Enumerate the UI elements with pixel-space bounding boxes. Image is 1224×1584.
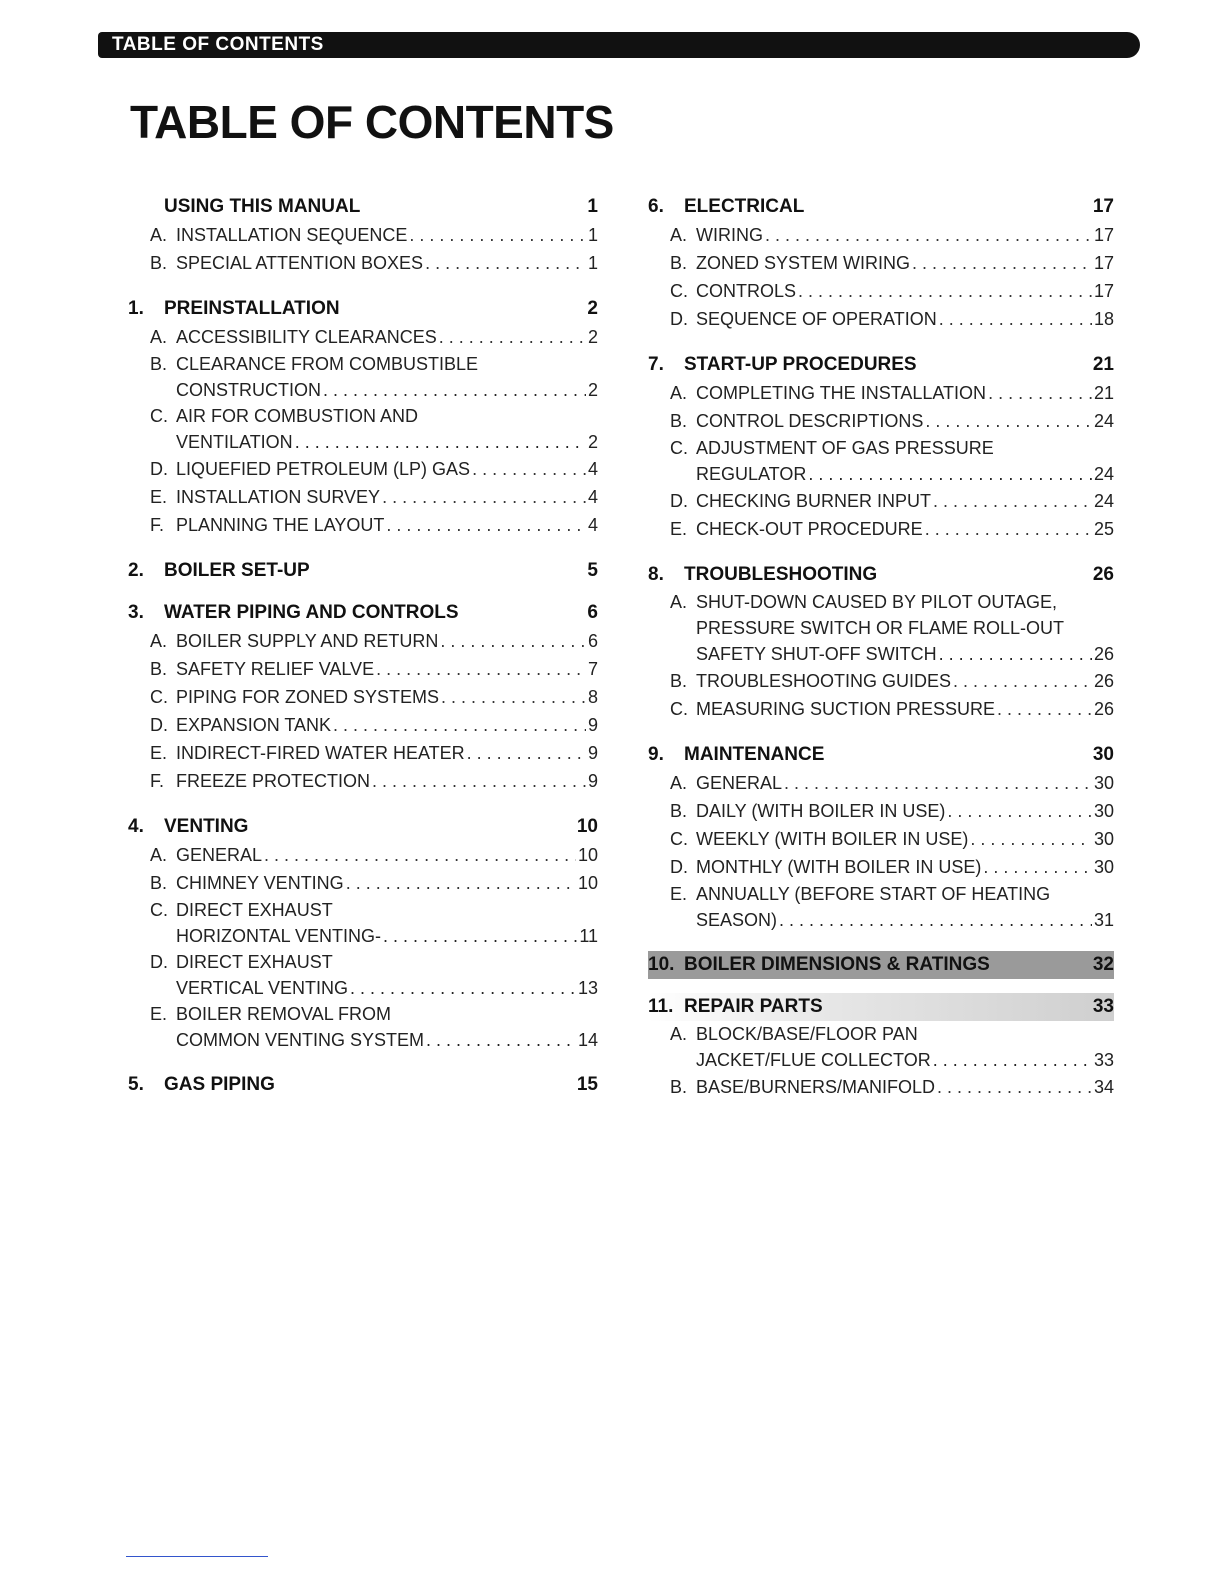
leader-dots xyxy=(933,1047,1092,1073)
toc-entry xyxy=(648,249,1114,277)
entry-letter: C. xyxy=(150,406,168,426)
toc-entry xyxy=(648,379,1114,407)
leader-dots xyxy=(933,487,1092,515)
entry-page: 4 xyxy=(587,515,598,535)
leader-dots xyxy=(441,683,586,711)
entry-title: GENERAL xyxy=(696,773,783,793)
leader-dots xyxy=(997,695,1092,723)
entry-page: 24 xyxy=(1093,491,1114,511)
entry-page: 10 xyxy=(577,873,598,893)
entry-line xyxy=(150,403,598,429)
toc-section xyxy=(648,741,1114,933)
section-page: 10 xyxy=(576,816,598,837)
leader-dots xyxy=(333,711,586,739)
entry-page: 17 xyxy=(1093,281,1114,301)
toc-entry xyxy=(128,683,598,711)
leader-dots xyxy=(939,641,1092,667)
leader-dots xyxy=(346,869,576,897)
entry-title: PIPING FOR ZONED SYSTEMS xyxy=(176,687,440,707)
entry-page: 26 xyxy=(1093,671,1114,691)
entry-letter: C. xyxy=(150,900,168,920)
toc-entry xyxy=(648,435,1114,487)
entry-line xyxy=(670,615,1114,641)
entry-title: CONTROLS xyxy=(696,281,797,301)
entry-page: 30 xyxy=(1093,857,1114,877)
entry-title: VERTICAL VENTING xyxy=(176,978,349,998)
entry-letter: A. xyxy=(670,383,688,403)
leader-dots xyxy=(765,221,1092,249)
entry-page: 31 xyxy=(1093,910,1114,930)
toc-entry xyxy=(128,627,598,655)
section-number: 9. xyxy=(648,744,664,765)
toc-section-heading xyxy=(648,561,1114,589)
toc-entry xyxy=(128,249,598,277)
entry-title: LIQUEFIED PETROLEUM (LP) GAS xyxy=(176,459,471,479)
section-gap xyxy=(128,539,598,557)
entry-line xyxy=(150,923,598,949)
section-gap xyxy=(648,333,1114,351)
entry-title: SPECIAL ATTENTION BOXES xyxy=(176,253,424,273)
entry-line xyxy=(150,377,598,403)
section-title: BOILER SET-UP xyxy=(164,560,310,581)
toc-entry xyxy=(648,797,1114,825)
leader-dots xyxy=(426,1027,576,1053)
leader-dots xyxy=(382,483,586,511)
toc-section-heading xyxy=(128,813,598,841)
entry-title: MEASURING SUCTION PRESSURE xyxy=(696,699,996,719)
entry-page: 7 xyxy=(587,659,598,679)
entry-page: 30 xyxy=(1093,773,1114,793)
toc-entry xyxy=(128,767,598,795)
leader-dots xyxy=(425,249,586,277)
toc-entry xyxy=(128,739,598,767)
section-gap xyxy=(648,723,1114,741)
entry-page: 8 xyxy=(587,687,598,707)
entry-letter: B. xyxy=(670,253,688,273)
section-number: 8. xyxy=(648,564,664,585)
leader-dots xyxy=(295,429,586,455)
section-title: MAINTENANCE xyxy=(684,744,825,765)
entry-letter: C. xyxy=(670,699,688,719)
entry-page: 1 xyxy=(587,253,598,273)
leader-dots xyxy=(264,841,576,869)
toc-entry xyxy=(648,769,1114,797)
toc-entry xyxy=(128,455,598,483)
entry-page: 17 xyxy=(1093,225,1114,245)
entry-page: 26 xyxy=(1093,644,1114,664)
leader-dots xyxy=(779,907,1092,933)
entry-line xyxy=(670,461,1114,487)
leader-dots xyxy=(467,739,586,767)
entry-letter: F. xyxy=(150,771,165,791)
entry-letter: A. xyxy=(670,592,688,612)
entry-letter: B. xyxy=(150,659,168,679)
section-number: 7. xyxy=(648,354,664,375)
entry-letter: A. xyxy=(670,1024,688,1044)
entry-page: 9 xyxy=(587,715,598,735)
leader-dots xyxy=(376,655,586,683)
section-number: 6. xyxy=(648,196,664,217)
entry-letter: B. xyxy=(150,354,168,374)
toc-entry xyxy=(648,487,1114,515)
toc-entry xyxy=(648,305,1114,333)
entry-title: AIR FOR COMBUSTION AND xyxy=(176,406,419,426)
entry-title: DIRECT EXHAUST xyxy=(176,900,333,920)
toc-section-heading xyxy=(128,193,598,221)
toc-entry xyxy=(648,695,1114,723)
entry-title: SEASON) xyxy=(696,910,778,930)
leader-dots xyxy=(798,277,1092,305)
leader-dots xyxy=(350,975,576,1001)
entry-title: BLOCK/BASE/FLOOR PAN xyxy=(696,1024,918,1044)
leader-dots xyxy=(925,407,1092,435)
toc-section-heading xyxy=(648,193,1114,221)
section-number: 2. xyxy=(128,560,144,581)
entry-line xyxy=(670,589,1114,615)
entry-letter: C. xyxy=(150,687,168,707)
toc-section-heading xyxy=(648,951,1114,979)
entry-title: PRESSURE SWITCH OR FLAME ROLL-OUT xyxy=(696,618,1065,638)
section-page: 5 xyxy=(587,560,598,581)
entry-letter: D. xyxy=(150,952,168,972)
entry-title: GENERAL xyxy=(176,845,263,865)
entry-letter: D. xyxy=(670,857,688,877)
entry-page: 17 xyxy=(1093,253,1114,273)
entry-title: CLEARANCE FROM COMBUSTIBLE xyxy=(176,354,479,374)
section-title: TROUBLESHOOTING xyxy=(684,564,878,585)
toc-entry xyxy=(648,589,1114,667)
toc-entry xyxy=(648,515,1114,543)
entry-title: BOILER REMOVAL FROM xyxy=(176,1004,392,1024)
entry-letter: D. xyxy=(670,309,688,329)
entry-title: COMPLETING THE INSTALLATION xyxy=(696,383,987,403)
section-page: 32 xyxy=(1092,954,1114,975)
leader-dots xyxy=(947,797,1092,825)
section-gap xyxy=(128,1053,598,1071)
entry-line xyxy=(150,897,598,923)
toc-entry xyxy=(648,221,1114,249)
leader-dots xyxy=(440,627,586,655)
toc-section-heading xyxy=(128,1071,598,1099)
leader-dots xyxy=(970,825,1092,853)
leader-dots xyxy=(386,511,586,539)
entry-page: 6 xyxy=(587,631,598,651)
entry-line xyxy=(150,949,598,975)
section-page: 30 xyxy=(1092,744,1114,765)
toc-entry xyxy=(648,853,1114,881)
entry-page: 30 xyxy=(1093,829,1114,849)
leader-dots xyxy=(323,377,586,403)
section-title: GAS PIPING xyxy=(164,1074,275,1095)
entry-page: 2 xyxy=(587,380,598,400)
entry-title: INDIRECT-FIRED WATER HEATER xyxy=(176,743,465,763)
entry-title: CHIMNEY VENTING xyxy=(176,873,344,893)
entry-page: 26 xyxy=(1093,699,1114,719)
entry-page: 9 xyxy=(587,771,598,791)
entry-page: 18 xyxy=(1093,309,1114,329)
section-title: USING THIS MANUAL xyxy=(164,196,361,217)
header-banner-text: TABLE OF CONTENTS xyxy=(112,34,324,55)
entry-page: 11 xyxy=(579,926,598,946)
toc-section-heading xyxy=(648,351,1114,379)
leader-dots xyxy=(808,461,1092,487)
entry-title: SAFETY RELIEF VALVE xyxy=(176,659,375,679)
toc-entry xyxy=(128,897,598,949)
entry-title: FREEZE PROTECTION xyxy=(176,771,371,791)
toc-entry xyxy=(128,655,598,683)
toc-entry xyxy=(128,511,598,539)
entry-page: 24 xyxy=(1093,464,1114,484)
toc-section-heading xyxy=(648,993,1114,1021)
entry-title: HORIZONTAL VENTING- xyxy=(176,926,382,946)
toc-entry xyxy=(128,403,598,455)
leader-dots xyxy=(472,455,586,483)
entry-line xyxy=(670,1021,1114,1047)
entry-letter: D. xyxy=(150,715,168,735)
section-page: 21 xyxy=(1092,354,1114,375)
leader-dots xyxy=(784,769,1092,797)
header-banner xyxy=(98,32,1140,58)
toc-section xyxy=(648,993,1114,1101)
entry-page: 1 xyxy=(587,225,598,245)
entry-letter: E. xyxy=(150,743,168,763)
entry-title: VENTILATION xyxy=(176,432,293,452)
section-number: 10. xyxy=(648,954,675,975)
entry-page: 24 xyxy=(1093,411,1114,431)
entry-title: DIRECT EXHAUST xyxy=(176,952,333,972)
section-number: 4. xyxy=(128,816,144,837)
section-page: 1 xyxy=(587,196,598,217)
toc-section-heading xyxy=(128,295,598,323)
entry-title: TROUBLESHOOTING GUIDES xyxy=(696,671,952,691)
entry-letter: B. xyxy=(150,253,168,273)
leader-dots xyxy=(983,853,1092,881)
entry-title: BOILER SUPPLY AND RETURN xyxy=(176,631,439,651)
entry-letter: F. xyxy=(150,515,165,535)
toc-entry xyxy=(128,483,598,511)
section-page: 6 xyxy=(587,602,598,623)
entry-line xyxy=(670,1047,1114,1073)
toc-entry xyxy=(648,277,1114,305)
entry-letter: E. xyxy=(670,884,688,904)
toc-section xyxy=(648,561,1114,723)
entry-title: SHUT-DOWN CAUSED BY PILOT OUTAGE, xyxy=(696,592,1058,612)
toc-section-heading xyxy=(648,741,1114,769)
entry-letter: A. xyxy=(150,845,168,865)
entry-title: CONSTRUCTION xyxy=(176,380,321,400)
entry-title: DAILY (WITH BOILER IN USE) xyxy=(696,801,946,821)
entry-title: COMMON VENTING SYSTEM xyxy=(176,1030,425,1050)
toc-entry xyxy=(648,667,1114,695)
entry-letter: B. xyxy=(670,1077,688,1097)
leader-dots xyxy=(372,767,586,795)
entry-letter: D. xyxy=(670,491,688,511)
entry-page: 25 xyxy=(1093,519,1114,539)
entry-page: 13 xyxy=(577,978,598,998)
entry-title: WEEKLY (WITH BOILER IN USE) xyxy=(696,829,969,849)
entry-letter: A. xyxy=(150,225,168,245)
entry-title: SEQUENCE OF OPERATION xyxy=(696,309,937,329)
entry-title: INSTALLATION SURVEY xyxy=(176,487,381,507)
toc-entry xyxy=(648,881,1114,933)
entry-line xyxy=(150,351,598,377)
entry-letter: C. xyxy=(670,438,688,458)
entry-title: ANNUALLY (BEFORE START OF HEATING xyxy=(696,884,1051,904)
entry-letter: C. xyxy=(670,281,688,301)
entry-line xyxy=(150,1027,598,1053)
section-number: 3. xyxy=(128,602,144,623)
entry-letter: D. xyxy=(150,459,168,479)
toc-entry xyxy=(128,1001,598,1053)
toc-right-column xyxy=(648,193,1114,1101)
entry-page: 2 xyxy=(587,327,598,347)
toc-entry xyxy=(128,869,598,897)
section-title: START-UP PROCEDURES xyxy=(684,354,917,375)
leader-dots xyxy=(409,221,586,249)
entry-title: ZONED SYSTEM WIRING xyxy=(696,253,911,273)
entry-page: 9 xyxy=(587,743,598,763)
section-gap xyxy=(648,979,1114,993)
toc-entry xyxy=(648,1021,1114,1073)
entry-letter: A. xyxy=(150,631,168,651)
section-page: 17 xyxy=(1092,196,1114,217)
entry-title: REGULATOR xyxy=(696,464,807,484)
toc-section xyxy=(128,557,598,585)
toc-section xyxy=(128,193,598,277)
leader-dots xyxy=(912,249,1092,277)
entry-page: 4 xyxy=(587,487,598,507)
entry-title: ACCESSIBILITY CLEARANCES xyxy=(176,327,437,347)
section-page: 15 xyxy=(576,1074,598,1095)
entry-page: 2 xyxy=(587,432,598,452)
leader-dots xyxy=(953,667,1092,695)
toc-section xyxy=(648,951,1114,979)
entry-title: WIRING xyxy=(696,225,763,245)
entry-letter: A. xyxy=(150,327,168,347)
toc-entry xyxy=(128,949,598,1001)
toc-entry xyxy=(128,841,598,869)
leader-dots xyxy=(439,323,586,351)
leader-dots xyxy=(383,923,577,949)
section-page: 2 xyxy=(587,298,598,319)
entry-title: EXPANSION TANK xyxy=(176,715,332,735)
section-number: 1. xyxy=(128,298,144,319)
section-gap xyxy=(128,795,598,813)
entry-page: 4 xyxy=(587,459,598,479)
entry-title: JACKET/FLUE COLLECTOR xyxy=(696,1050,931,1070)
entry-title: PLANNING THE LAYOUT xyxy=(176,515,385,535)
section-gap xyxy=(648,933,1114,951)
toc-entry xyxy=(648,1073,1114,1101)
entry-line xyxy=(670,435,1114,461)
entry-line xyxy=(150,1001,598,1027)
entry-line xyxy=(670,881,1114,907)
section-title: ELECTRICAL xyxy=(684,196,805,217)
toc-section-heading xyxy=(128,599,598,627)
entry-letter: B. xyxy=(670,411,688,431)
entry-title: CONTROL DESCRIPTIONS xyxy=(696,411,924,431)
entry-letter: B. xyxy=(670,801,688,821)
toc-section xyxy=(648,193,1114,333)
section-title: VENTING xyxy=(164,816,249,837)
entry-line xyxy=(150,429,598,455)
toc-section xyxy=(128,1071,598,1099)
toc-entry xyxy=(128,351,598,403)
entry-page: 34 xyxy=(1093,1077,1114,1097)
section-number: 11. xyxy=(648,996,674,1017)
toc-entry xyxy=(128,711,598,739)
section-gap xyxy=(128,585,598,599)
entry-page: 21 xyxy=(1093,383,1114,403)
entry-title: MONTHLY (WITH BOILER IN USE) xyxy=(696,857,982,877)
section-page: 33 xyxy=(1092,996,1114,1017)
section-gap xyxy=(128,277,598,295)
toc-entry xyxy=(128,323,598,351)
entry-line xyxy=(670,641,1114,667)
entry-letter: E. xyxy=(150,487,168,507)
entry-letter: A. xyxy=(670,225,688,245)
entry-title: CHECK-OUT PROCEDURE xyxy=(696,519,923,539)
toc-left-column xyxy=(128,193,598,1099)
leader-dots xyxy=(937,1073,1092,1101)
section-title: REPAIR PARTS xyxy=(684,996,823,1017)
leader-dots xyxy=(988,379,1092,407)
toc-entry xyxy=(648,825,1114,853)
entry-letter: A. xyxy=(670,773,688,793)
toc-entry xyxy=(648,407,1114,435)
toc-entry xyxy=(128,221,598,249)
entry-line xyxy=(670,907,1114,933)
toc-section xyxy=(648,351,1114,543)
leader-dots xyxy=(925,515,1092,543)
entry-title: CHECKING BURNER INPUT xyxy=(696,491,932,511)
section-title: WATER PIPING AND CONTROLS xyxy=(164,602,459,623)
entry-title: INSTALLATION SEQUENCE xyxy=(176,225,408,245)
entry-page: 14 xyxy=(577,1030,598,1050)
toc-section-heading xyxy=(128,557,598,585)
entry-letter: B. xyxy=(150,873,168,893)
entry-letter: E. xyxy=(150,1004,168,1024)
entry-page: 33 xyxy=(1093,1050,1114,1070)
entry-title: BASE/BURNERS/MANIFOLD xyxy=(696,1077,936,1097)
toc-section xyxy=(128,295,598,539)
entry-title: SAFETY SHUT-OFF SWITCH xyxy=(696,644,937,664)
toc-section xyxy=(128,599,598,795)
entry-page: 10 xyxy=(577,845,598,865)
section-title: PREINSTALLATION xyxy=(164,298,340,319)
entry-letter: B. xyxy=(670,671,688,691)
section-gap xyxy=(648,543,1114,561)
section-number: 5. xyxy=(128,1074,144,1095)
leader-dots xyxy=(939,305,1092,333)
entry-page: 30 xyxy=(1093,801,1114,821)
section-title: BOILER DIMENSIONS & RATINGS xyxy=(684,954,990,975)
section-page: 26 xyxy=(1092,564,1114,585)
footer-rule xyxy=(126,1556,268,1557)
entry-title: ADJUSTMENT OF GAS PRESSURE xyxy=(696,438,994,458)
entry-line xyxy=(150,975,598,1001)
entry-letter: E. xyxy=(670,519,688,539)
page-title: TABLE OF CONTENTS xyxy=(130,96,614,148)
entry-letter: C. xyxy=(670,829,688,849)
toc-section xyxy=(128,813,598,1053)
